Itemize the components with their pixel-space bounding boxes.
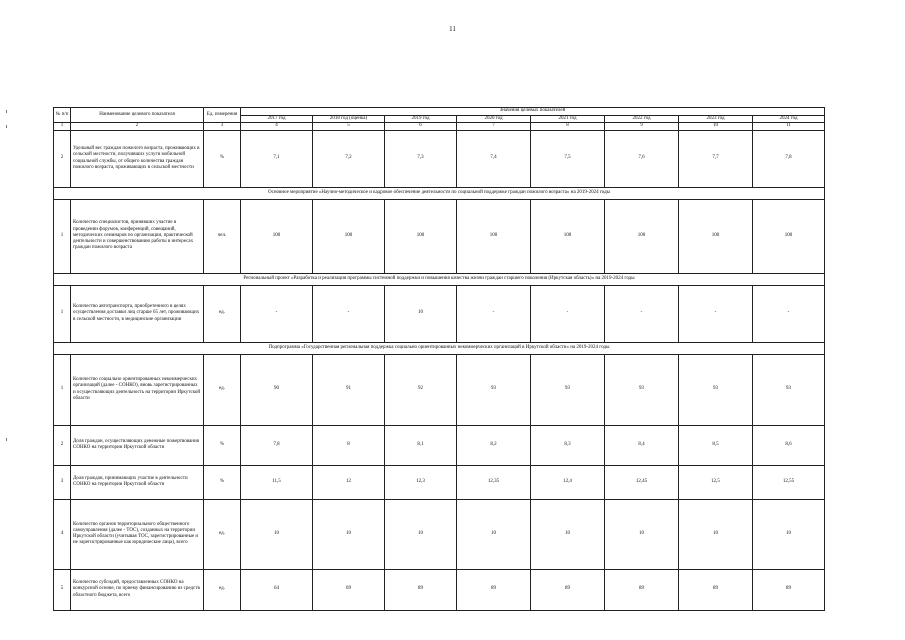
section-title: Основное мероприятие «Научно-методическое и кадровое обеспечение деятельности по социальной поддержке граждан пожилого возраста» на 2019-2024 годы (54, 187, 825, 199)
value-cell: 8,6 (753, 425, 825, 465)
value-cell: - (313, 285, 385, 342)
value-cell: - (753, 285, 825, 342)
table-row (54, 130, 825, 187)
unit-cell: ед. (204, 354, 241, 425)
value-cell: 89 (531, 569, 605, 610)
value-cell: 8,4 (605, 425, 679, 465)
page-number: 11 (449, 25, 456, 33)
value-cell: 93 (457, 354, 531, 425)
unit-cell: % (204, 130, 241, 187)
value-cell: 93 (679, 354, 753, 425)
column-number: 8 (531, 123, 605, 130)
row-number: 3 (54, 465, 71, 499)
unit-cell: ед. (204, 569, 241, 610)
value-cell: 100 (313, 199, 385, 273)
column-number: 6 (385, 123, 457, 130)
indicator-name: Доля граждан, принимающих участие в деятельности СОНКО на территории Иркутской области (71, 465, 204, 499)
value-cell: 93 (531, 354, 605, 425)
indicator-name: Удельный вес граждан пожилого возраста, проживающих в сельской местности, получивших услуги мобильной социальной службы, от общего количества граждан пожилого возраста, проживающих в сельской местности (71, 130, 204, 187)
header-values-group: Значения целевых показателей (241, 108, 825, 116)
header-year: 2024 год (753, 116, 825, 123)
column-number: 11 (753, 123, 825, 130)
column-number: 2 (71, 123, 204, 130)
value-cell: 100 (531, 199, 605, 273)
table-row (54, 354, 825, 425)
value-cell: 10 (385, 285, 457, 342)
table-row (54, 569, 825, 610)
value-cell: 10 (605, 499, 679, 569)
section-row (54, 342, 825, 354)
value-cell: 12,45 (605, 465, 679, 499)
row-number: 1 (54, 285, 71, 342)
column-number: 1 (54, 123, 71, 130)
value-cell: 7,2 (313, 130, 385, 187)
row-number: 1 (54, 354, 71, 425)
header-year: 2021 год (531, 116, 605, 123)
value-cell: - (679, 285, 753, 342)
row-number: 5 (54, 569, 71, 610)
value-cell: 10 (679, 499, 753, 569)
margin-mark (6, 125, 7, 128)
table-row (54, 499, 825, 569)
indicator-name: Количество специалистов, принявших участие в проведении форумов, конференций, совещаний, методических семинаров по организации, практической деятельности и совершенствованию работы в интересах граждан пожилого возраста (71, 199, 204, 273)
margin-mark (6, 438, 7, 441)
value-cell: 89 (385, 569, 457, 610)
header-year: 2023 год (679, 116, 753, 123)
value-cell: 10 (457, 499, 531, 569)
value-cell: 10 (241, 499, 313, 569)
unit-cell: ед. (204, 499, 241, 569)
table-row (54, 425, 825, 465)
column-number: 5 (313, 123, 385, 130)
value-cell: 100 (753, 199, 825, 273)
value-cell: 7,5 (531, 130, 605, 187)
value-cell: 100 (457, 199, 531, 273)
value-cell: 92 (385, 354, 457, 425)
row-number: 2 (54, 425, 71, 465)
header-year: 2022 год (605, 116, 679, 123)
column-number: 7 (457, 123, 531, 130)
header-year: 2018 год (оценка) (313, 116, 385, 123)
indicator-name: Количество социально ориентированных некоммерческих организаций (далее - СОНКО), вновь зарегистрированных и осуществляющих деятельность на территории Иркутской области (71, 354, 204, 425)
column-numbers-row (54, 123, 825, 130)
value-cell: 10 (313, 499, 385, 569)
row-number: 4 (54, 499, 71, 569)
value-cell: 100 (679, 199, 753, 273)
value-cell: 12,55 (753, 465, 825, 499)
value-cell: 93 (753, 354, 825, 425)
value-cell: 8 (313, 425, 385, 465)
value-cell: 7,1 (241, 130, 313, 187)
indicator-name: Количество субсидий, предоставленных СОНКО на конкурсной основе, по приему финансированию из средств областного бюджета, всего (71, 569, 204, 610)
value-cell: 12,3 (385, 465, 457, 499)
value-cell: 7,3 (385, 130, 457, 187)
unit-cell: % (204, 465, 241, 499)
value-cell: 12,5 (679, 465, 753, 499)
value-cell: 10 (385, 499, 457, 569)
value-cell: 10 (531, 499, 605, 569)
indicator-name: Доля граждан, осуществляющих денежные пожертвования СОНКО на территории Иркутской области (71, 425, 204, 465)
value-cell: 8,3 (531, 425, 605, 465)
value-cell: 12,4 (531, 465, 605, 499)
value-cell: 8,2 (457, 425, 531, 465)
value-cell: 89 (753, 569, 825, 610)
column-number: 4 (241, 123, 313, 130)
margin-mark (6, 110, 7, 113)
indicator-name: Количество органов территориального общественного самоуправления (далее - ТОС), созданных на территории Иркутской области (учитывая ТОС, зарегистрированные и не зарегистрированные как юридические лица), всего (71, 499, 204, 569)
value-cell: 69 (313, 569, 385, 610)
value-cell: 90 (241, 354, 313, 425)
section-title: Региональный проект «Разработка и реализация программы системной поддержки и повышения качества жизни граждан старшего поколения (Иркутская область)» на 2019-2024 годы (54, 273, 825, 285)
value-cell: 8,1 (385, 425, 457, 465)
column-number: 3 (204, 123, 241, 130)
unit-cell: ед. (204, 285, 241, 342)
value-cell: 7,4 (457, 130, 531, 187)
header-year: 2020 год (457, 116, 531, 123)
header-year: 2019 год (385, 116, 457, 123)
indicator-name: Количество автотранспорта, приобретенного в целях осуществления доставки лиц старше 65 лет, проживающих в сельской местности, в медицинские организации (71, 285, 204, 342)
row-number: 1 (54, 199, 71, 273)
value-cell: 7,7 (679, 130, 753, 187)
value-cell: - (241, 285, 313, 342)
section-row (54, 187, 825, 199)
column-number: 9 (605, 123, 679, 130)
value-cell: 8,5 (679, 425, 753, 465)
value-cell: 89 (605, 569, 679, 610)
value-cell: 91 (313, 354, 385, 425)
value-cell: 7,6 (605, 130, 679, 187)
table-row (54, 199, 825, 273)
value-cell: 11,5 (241, 465, 313, 499)
value-cell: 89 (679, 569, 753, 610)
value-cell: 93 (605, 354, 679, 425)
header-unit: Ед. измерения (204, 108, 241, 123)
value-cell: 89 (457, 569, 531, 610)
value-cell: 12 (313, 465, 385, 499)
column-number: 10 (679, 123, 753, 130)
value-cell: 100 (385, 199, 457, 273)
target-indicators-table (53, 107, 825, 611)
value-cell: 7,8 (753, 130, 825, 187)
value-cell: - (531, 285, 605, 342)
value-cell: 7,8 (241, 425, 313, 465)
section-title: Подпрограмма «Государственная региональная поддержка социально ориентированных некоммерческих организаций в Иркутской области» на 2019-2024 годы (54, 342, 825, 354)
value-cell: 100 (241, 199, 313, 273)
value-cell: - (605, 285, 679, 342)
unit-cell: чел. (204, 199, 241, 273)
section-row (54, 273, 825, 285)
table-row (54, 465, 825, 499)
header-name: Наименование целевого показателя (71, 108, 204, 123)
unit-cell: % (204, 425, 241, 465)
header-year: 2017 год (241, 116, 313, 123)
value-cell: 10 (753, 499, 825, 569)
value-cell: 12,35 (457, 465, 531, 499)
row-number: 2 (54, 130, 71, 187)
value-cell: 100 (605, 199, 679, 273)
value-cell: - (457, 285, 531, 342)
header-row (54, 108, 825, 116)
value-cell: 64 (241, 569, 313, 610)
table-row (54, 285, 825, 342)
header-num: № п/п (54, 108, 71, 123)
